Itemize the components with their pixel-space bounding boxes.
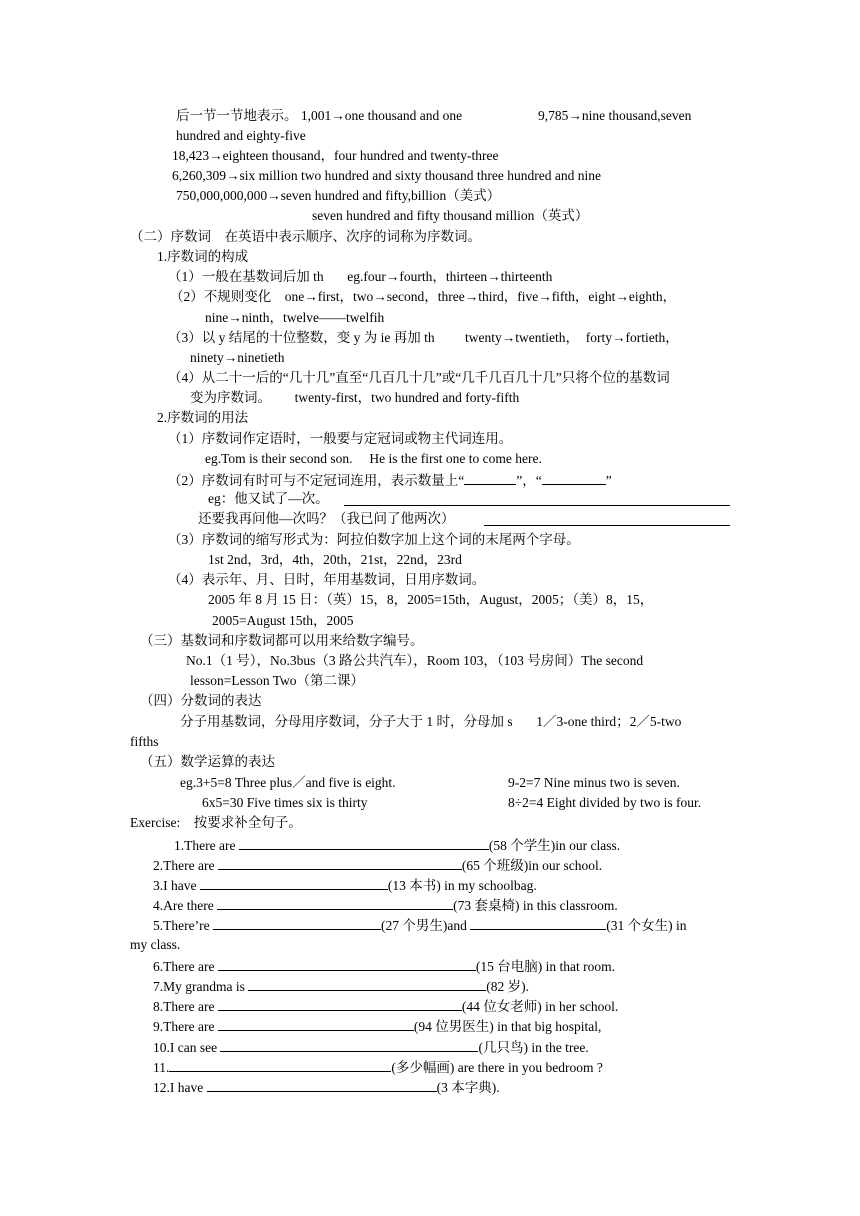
text-line: 9,785→nine thousand,seven [538,108,692,123]
text-line: （4）表示年、月、日时，年用基数词，日用序数词。 [168,572,486,587]
text-line: 8÷2=4 Eight divided by two is four. [508,795,702,810]
exercise-item: 11. (多少幅画) are there in you bedroom ? [153,1060,603,1075]
text-line: （3）以 y 结尾的十位整数，变 y 为 ie 再加 th twenty→twentieth， forty→fortieth， [168,330,679,345]
text-line: lesson=Lesson Two（第二课） [190,673,365,688]
exercise-item: 2.There are (65 个班级)in our school. [153,858,603,873]
answer-blank[interactable] [542,471,606,485]
exercise-heading: Exercise: 按要求补全句子。 [130,815,302,830]
text-line: （1）一般在基数词后加 th eg.four→fourth，thirteen→thirteenth [168,269,553,284]
answer-blank[interactable] [207,1078,437,1092]
text-line: （2）不规则变化 one→first，two→second，three→third，five→fifth，eight→eighth， [170,289,677,304]
exercise-item: 1.There are (58 个学生)in our class. [174,838,621,853]
text-line: 2005 年 8 月 15 日：（英）15，8，2005=15th，August，2005；（美）8，15， [208,592,654,607]
text-line: nine→ninth，twelve——twelfih [205,310,385,325]
answer-blank[interactable] [217,896,453,910]
text-line: eg.3+5=8 Three plus／and five is eight. [180,775,396,790]
answer-blank[interactable] [218,957,476,971]
answer-blank[interactable] [213,916,381,930]
text-line: 还要我再问他—次吗？（我已问了他两次） [198,511,455,526]
text-line: 1st 2nd，3rd，4th，20th，21st，22nd，23rd [208,552,462,567]
exercise-continuation: my class. [130,937,181,952]
text-line: 9-2=7 Nine minus two is seven. [508,775,680,790]
text-line: 750,000,000,000→seven hundred and fifty,billion（美式） [176,188,501,203]
text-line: 18,423→eighteen thousand，four hundred and twenty-three [172,148,499,163]
section-heading: （三）基数词和序数词都可以用来给数字编号。 [140,633,424,648]
exercise-item: 6.There are (15 台电脑) in that room. [153,959,615,974]
answer-line[interactable] [484,525,730,526]
text-line: 6,260,309→six million two hundred and sixty thousand three hundred and nine [172,168,601,183]
text-line: 后一节一节地表示。 1,001→one thousand and one [176,108,463,123]
exercise-item: 7.My grandma is (82 岁). [153,979,529,994]
answer-blank[interactable] [464,471,516,485]
text-line: fifths [130,734,159,749]
text-line: 分子用基数词，分母用序数词，分子大于 1 时，分母加 s 1／3-one third；2／5-two [180,714,682,729]
answer-line[interactable] [344,505,730,506]
text-line: eg.Tom is their second son. He is the first one to come here. [205,451,542,466]
text-line-with-blanks: （2）序数词有时可与不定冠词连用，表示数量上“ ”，“ ” [168,473,612,488]
text-line: 变为序数词。 twenty-first，two hundred and forty-fifth [190,390,520,405]
answer-blank[interactable] [470,916,606,930]
subsection-heading: 2.序数词的用法 [157,410,249,425]
exercise-item: 9.There are (94 位男医生) in that big hospital, [153,1019,602,1034]
text-line: ninety→ninetieth [190,350,285,365]
exercise-item: 8.There are (44 位女老师) in her school. [153,999,619,1014]
text-line: （4）从二十一后的“几十几”直至“几百几十几”或“几千几百几十几”只将个位的基数词 [168,370,670,385]
text-line: No.1（1 号），No.3bus（3 路公共汽车），Room 103，（103 号房间）The second [186,653,644,668]
subsection-heading: 1.序数词的构成 [157,249,249,264]
answer-blank[interactable] [239,836,489,850]
answer-blank[interactable] [218,997,462,1011]
answer-blank[interactable] [218,856,462,870]
text-line: hundred and eighty-five [176,128,306,143]
text-line: seven hundred and fifty thousand million（英式） [312,208,589,223]
exercise-item: 10.I can see (几只鸟) in the tree. [153,1040,589,1055]
text-line: （1）序数词作定语时，一般要与定冠词或物主代词连用。 [168,431,513,446]
text-line: 6x5=30 Five times six is thirty [202,795,368,810]
section-heading: （二）序数词 在英语中表示顺序、次序的词称为序数词。 [130,229,481,244]
text-line: eg：他又试了—次。 [208,491,329,506]
exercise-item: 12.I have (3 本字典). [153,1080,500,1095]
answer-blank[interactable] [169,1058,391,1072]
exercise-item: 4.Are there (73 套桌椅) in this classroom. [153,898,618,913]
text-line: 2005=August 15th，2005 [212,613,354,628]
exercise-item: 5.There’re (27 个男生)and (31 个女生) in [153,918,687,933]
text-line: （3）序数词的缩写形式为：阿拉伯数字加上这个词的末尾两个字母。 [168,532,580,547]
answer-blank[interactable] [200,876,388,890]
section-heading: （五）数学运算的表达 [140,754,275,769]
section-heading: （四）分数词的表达 [140,693,262,708]
answer-blank[interactable] [218,1017,414,1031]
answer-blank[interactable] [248,977,486,991]
answer-blank[interactable] [220,1038,478,1052]
exercise-item: 3.I have (13 本书) in my schoolbag. [153,878,537,893]
